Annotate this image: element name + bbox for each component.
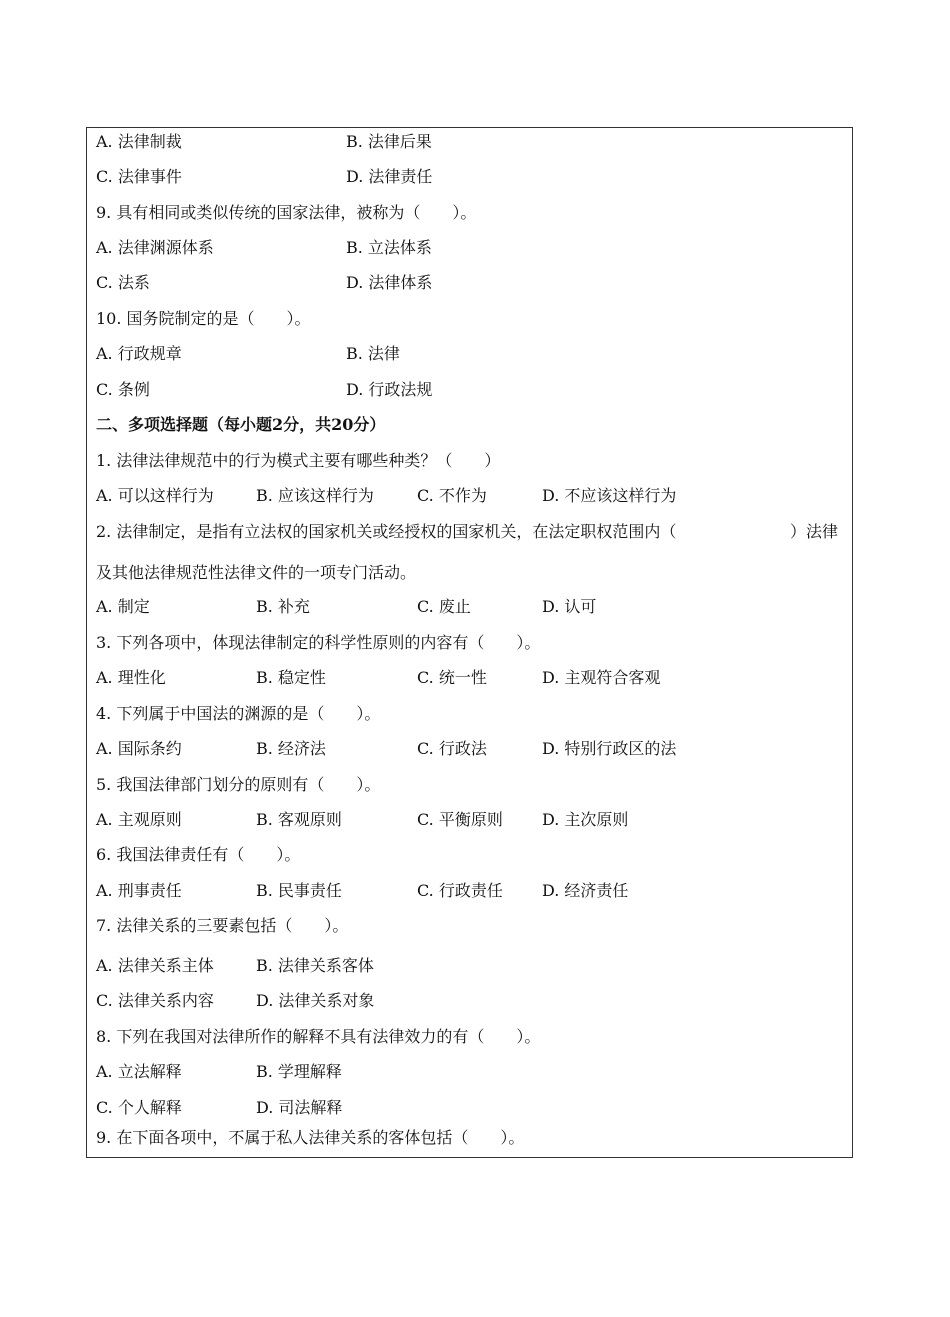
mc-q8-stem: 8. 下列在我国对法律所作的解释不具有法律效力的有（ ）。 [96, 1027, 541, 1046]
option-a: A. 立法解释 [96, 1062, 182, 1081]
option-b: B. 学理解释 [256, 1062, 342, 1081]
option-c: C. 统一性 [417, 668, 487, 687]
stem-left: 2. 法律制定，是指有立法权的国家机关或经授权的国家机关，在法定职权范围内（ [96, 522, 677, 541]
option-b: B. 稳定性 [256, 668, 326, 687]
option-d: D. 认可 [542, 597, 597, 616]
mc-q2-stem-line-2: 及其他法律规范性法律文件的一项专门活动。 [96, 563, 417, 582]
mc-q2-stem-line-1 [96, 520, 846, 544]
option-a: A. 可以这样行为 [96, 486, 214, 505]
option-b: B. 经济法 [256, 739, 326, 758]
mc-q1-stem: 1. 法律法律规范中的行为模式主要有哪些种类？（ ） [96, 451, 501, 470]
option-a: A. 法律制裁 [96, 132, 182, 151]
sc-q10-stem: 10. 国务院制定的是（ ）。 [96, 309, 311, 328]
option-b: B. 法律关系客体 [256, 956, 374, 975]
option-c: C. 法律关系内容 [96, 991, 214, 1010]
option-c: C. 法律事件 [96, 167, 182, 186]
option-d: D. 主观符合客观 [542, 668, 661, 687]
option-b: B. 法律 [346, 344, 400, 363]
option-c: C. 法系 [96, 273, 150, 292]
sc-q9-stem: 9. 具有相同或类似传统的国家法律，被称为（ ）。 [96, 203, 477, 222]
option-b: B. 客观原则 [256, 810, 342, 829]
mc-q7-stem: 7. 法律关系的三要素包括（ ）。 [96, 916, 349, 935]
option-c: C. 行政法 [417, 739, 487, 758]
option-c: C. 平衡原则 [417, 810, 503, 829]
option-a: A. 刑事责任 [96, 881, 182, 900]
option-d: D. 法律体系 [346, 273, 433, 292]
option-a: A. 制定 [96, 597, 150, 616]
option-b: B. 立法体系 [346, 238, 432, 257]
option-b: B. 民事责任 [256, 881, 342, 900]
option-a: A. 国际条约 [96, 739, 182, 758]
option-d: D. 不应该这样行为 [542, 486, 677, 505]
option-b: B. 法律后果 [346, 132, 432, 151]
option-a: A. 法律关系主体 [96, 956, 214, 975]
option-d: D. 法律责任 [346, 167, 433, 186]
mc-q4-stem: 4. 下列属于中国法的渊源的是（ ）。 [96, 704, 381, 723]
option-d: D. 行政法规 [346, 380, 433, 399]
option-d: D. 特别行政区的法 [542, 739, 677, 758]
option-d: D. 司法解释 [256, 1098, 343, 1117]
mc-q5-stem: 5. 我国法律部门划分的原则有（ ）。 [96, 775, 381, 794]
mc-q9-stem: 9. 在下面各项中，不属于私人法律关系的客体包括（ ）。 [96, 1128, 525, 1147]
option-a: A. 行政规章 [96, 344, 182, 363]
option-a: A. 法律渊源体系 [96, 238, 214, 257]
option-d: D. 主次原则 [542, 810, 629, 829]
option-b: B. 应该这样行为 [256, 486, 374, 505]
option-d: D. 法律关系对象 [256, 991, 375, 1010]
option-c: C. 个人解释 [96, 1098, 182, 1117]
option-c: C. 行政责任 [417, 881, 503, 900]
option-b: B. 补充 [256, 597, 310, 616]
option-c: C. 条例 [96, 380, 150, 399]
option-d: D. 经济责任 [542, 881, 629, 900]
option-a: A. 主观原则 [96, 810, 182, 829]
section-title: 二、多项选择题（每小题2分，共20分） [96, 415, 386, 434]
option-c: C. 不作为 [417, 486, 487, 505]
mc-q6-stem: 6. 我国法律责任有（ ）。 [96, 845, 301, 864]
mc-q3-stem: 3. 下列各项中，体现法律制定的科学性原则的内容有（ ）。 [96, 633, 541, 652]
option-c: C. 废止 [417, 597, 471, 616]
option-a: A. 理性化 [96, 668, 166, 687]
stem-right: ）法律 [790, 522, 839, 541]
